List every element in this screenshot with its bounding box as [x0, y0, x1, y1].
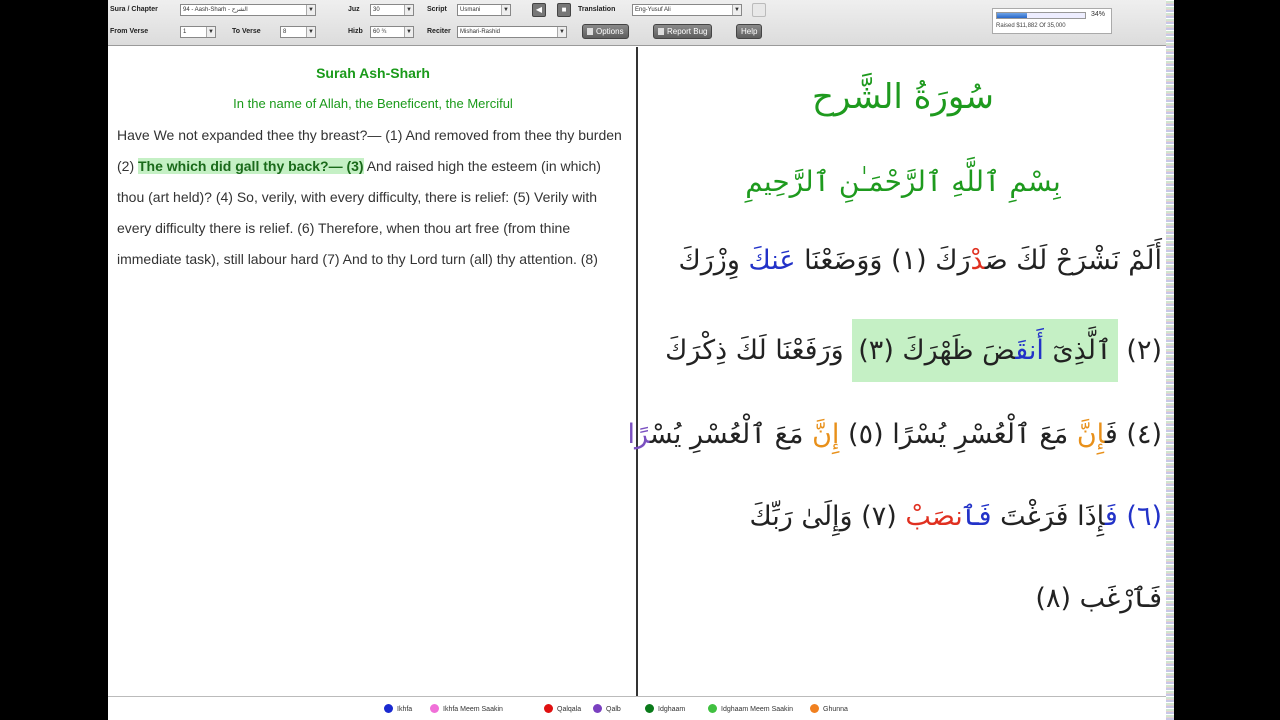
progress-bar: [996, 12, 1086, 19]
to-verse-select[interactable]: [280, 26, 316, 38]
translation-select[interactable]: [632, 4, 742, 16]
sura-select-value: 94 - Aash-Sharh - الشرح: [183, 7, 248, 13]
legend-item: [430, 704, 503, 713]
legend-dot-icon: [593, 704, 602, 713]
arabic-line-2: [665, 335, 1162, 366]
arabic-text: (٧) وَإِلَىٰ رَبِّكَ: [749, 501, 906, 532]
current-verse-highlight: The which did gall thy back?— (3): [138, 158, 364, 174]
legend-item: [384, 704, 412, 713]
sura-title-arabic: سُورَةُ الشَّرح: [812, 77, 994, 117]
legend-dot-icon: [430, 704, 439, 713]
legend-label: Ghunna: [823, 706, 848, 713]
chevron-down-icon: ▼: [404, 5, 413, 15]
arabic-text: ضَ ظَهْرَكَ (٣): [858, 335, 1016, 366]
legend-dot-icon: [384, 704, 393, 713]
legend-label: Qalb: [606, 706, 621, 713]
sura-title-english: Surah Ash-Sharh: [316, 65, 430, 81]
options-button[interactable]: [582, 24, 629, 39]
bismillah-english: In the name of Allah, the Beneficent, the Merciful: [233, 96, 513, 111]
qalqala-text: نصَبْ: [905, 501, 963, 532]
chevron-down-icon: ▼: [404, 27, 413, 37]
script-select-value: Usmani: [460, 7, 481, 13]
legend-label: Qalqala: [557, 706, 582, 713]
reciter-label: Reciter: [427, 28, 451, 35]
ikhfa-text: أَنقَ: [1015, 335, 1044, 366]
legend-item: [708, 704, 793, 713]
mute-icon[interactable]: ■: [557, 3, 571, 17]
legend-item: [810, 704, 848, 713]
legend-label: Ikhfa Meem Saakin: [443, 706, 503, 713]
legend-label: Idghaam: [658, 706, 686, 713]
sura-select[interactable]: [180, 4, 316, 16]
ikhfa-text: (٦) فَ: [1104, 501, 1162, 532]
options-icon: [587, 28, 593, 35]
chevron-down-icon: ▼: [206, 27, 215, 37]
arabic-line-1: [679, 245, 1162, 276]
progress-bar-fill: [997, 13, 1027, 18]
reciter-select-value: Mishari-Rashid: [460, 29, 501, 35]
arabic-line-5: فَٱرْغَب (٨): [1035, 583, 1162, 614]
legend-item: [645, 704, 685, 713]
translation-pane: [108, 47, 638, 696]
chevron-down-icon: ▼: [732, 5, 741, 15]
reciter-select[interactable]: [457, 26, 567, 38]
arabic-line-3: [627, 419, 1162, 450]
script-select[interactable]: [457, 4, 511, 16]
sura-label: Sura / Chapter: [110, 6, 158, 13]
ikhfa-text: فَٱ: [962, 501, 992, 532]
from-verse-label: From Verse: [110, 28, 149, 35]
bismillah-arabic: بِسْمِ ٱللَّهِ ٱلرَّحْمَـٰنِ ٱلرَّحِيمِ: [745, 165, 1061, 198]
hizb-select-value: 60 ¾: [373, 29, 387, 35]
arabic-text: وَرَفَعْنَا لَكَ ذِكْرَكَ: [665, 335, 853, 366]
to-verse-label: To Verse: [232, 28, 261, 35]
arabic-text: أَلَمْ نَشْرَحْ لَكَ صَ: [984, 245, 1162, 276]
arabic-text: رَكَ (١) وَوَضَعْنَا: [795, 245, 971, 276]
toolbar: [108, 0, 1166, 46]
arabic-line-4: [749, 501, 1162, 532]
legend-dot-icon: [544, 704, 553, 713]
chevron-down-icon: ▼: [306, 27, 315, 37]
qalqala-text: دْ: [970, 245, 985, 276]
options-button-label: Options: [596, 27, 624, 36]
audio-icon[interactable]: ◀: [532, 3, 546, 17]
chevron-down-icon: ▼: [501, 5, 510, 15]
chevron-down-icon: ▼: [306, 5, 315, 15]
legend-label: Ikhfa: [397, 706, 413, 713]
arabic-text: ٱلَّذِىٓ: [1043, 335, 1112, 366]
translation-part: And raised high the esteem (in which) thou (art held)? (4) So, verily, with every difficulty, there is relief: (5) Verily with every difficulty there is relief. (6) Therefore, when thou art free (from thine immediate task), still labour hard (7) And to thy Lord turn (all) thy attention. (8): [117, 158, 601, 267]
legend-label: Idghaam Meem Saakin: [721, 706, 793, 713]
translation-label: Translation: [578, 6, 616, 13]
juz-select[interactable]: [370, 4, 414, 16]
legend-dot-icon: [708, 704, 717, 713]
scroll-edge: [1166, 0, 1174, 720]
report-bug-button[interactable]: [653, 24, 712, 39]
translation-text: [117, 120, 632, 275]
arabic-pane: [627, 47, 1166, 696]
current-verse-arabic-highlight: [852, 319, 1118, 382]
juz-label: Juz: [348, 6, 360, 13]
progress-raised-text: Raised $11,882 Of 35,000: [996, 23, 1066, 29]
arabic-text: مَعَ ٱلْعُسْرِ يُسْ: [649, 419, 813, 450]
arabic-text: (٢): [1117, 335, 1162, 366]
translation-select-value: Eng-Yusuf Ali: [635, 7, 671, 13]
arabic-text: (٤) فَ: [1104, 419, 1162, 450]
ikhfa-text: عَنكَ: [748, 245, 796, 276]
legend-dot-icon: [810, 704, 819, 713]
help-button-label: Help: [741, 27, 758, 36]
ghunna-text: إِنَّ: [1076, 419, 1105, 450]
ghunna-text: إِنَّ: [812, 419, 840, 450]
juz-select-value: 30: [373, 7, 380, 13]
from-verse-select[interactable]: [180, 26, 216, 38]
arabic-text: إِذَا فَرَغْتَ: [991, 501, 1105, 532]
arabic-text: مَعَ ٱلْعُسْرِ يُسْرًا (٥): [839, 419, 1077, 450]
legend-dot-icon: [645, 704, 654, 713]
translation-part: Have We not expanded thee thy breast?— (1) And removed from thee thy burden (2): [117, 127, 622, 174]
progress-percent: 34%: [1090, 11, 1105, 18]
qalb-text: رًا: [627, 419, 650, 450]
hizb-select[interactable]: [370, 26, 414, 38]
legend-item: [544, 704, 581, 713]
chevron-down-icon: ▼: [557, 27, 566, 37]
legend-item: [593, 704, 621, 713]
report-bug-label: Report Bug: [667, 27, 708, 36]
help-button[interactable]: [736, 24, 762, 39]
donation-progress: [992, 8, 1112, 34]
blank-toggle-button[interactable]: [752, 3, 766, 17]
bug-icon: [658, 28, 664, 35]
arabic-text: وِزْرَكَ: [678, 245, 749, 276]
script-label: Script: [427, 6, 447, 13]
from-verse-value: 1: [183, 29, 187, 35]
hizb-label: Hizb: [348, 28, 363, 35]
quran-viewer-frame: [108, 0, 1166, 720]
to-verse-value: 8: [283, 29, 287, 35]
tajweed-legend: [108, 696, 1166, 720]
